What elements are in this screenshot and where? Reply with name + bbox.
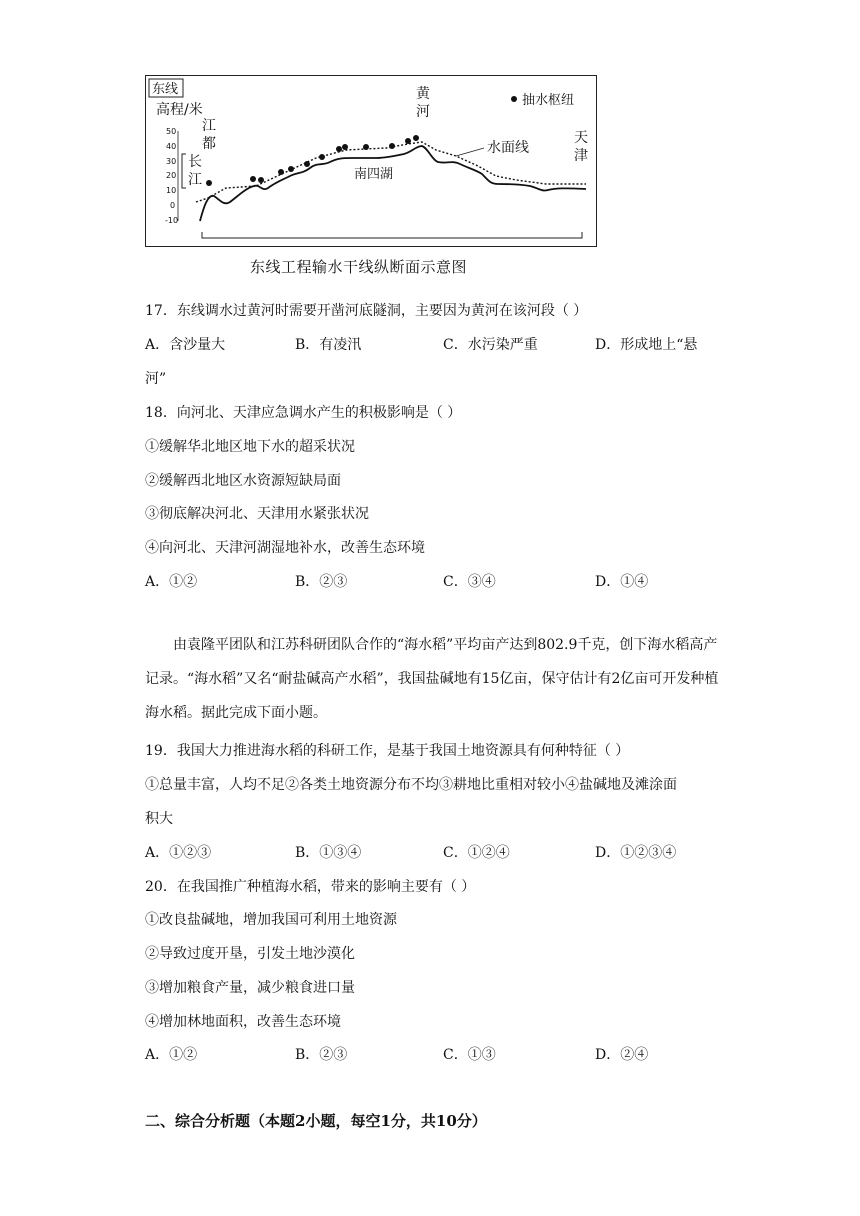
y-tick: 0 xyxy=(170,201,176,210)
label-huanghe-2: 河 xyxy=(416,104,430,120)
label-changjiang-1: 长 xyxy=(188,154,202,170)
q18-option-a[interactable]: A．①② xyxy=(145,574,198,590)
q20-stem: 20．在我国推广种植海水稻，带来的影响主要有（ ） xyxy=(145,879,476,895)
y-tick: 10 xyxy=(166,186,177,195)
q18-stem: 18．向河北、天津应急调水产生的积极影响是（ ） xyxy=(145,405,462,421)
q17-stem: 17．东线调水过黄河时需要开凿河底隧洞，主要因为黄河在该河段（ ） xyxy=(145,303,588,319)
pump-station xyxy=(278,169,284,175)
q17-option-d[interactable]: D．形成地上“悬 xyxy=(595,337,698,353)
q19-option-d[interactable]: D．①②③④ xyxy=(595,845,677,861)
pump-station xyxy=(206,180,212,186)
figure-caption: 东线工程输水干线纵断面示意图 xyxy=(250,258,468,276)
terrain-line xyxy=(200,146,586,221)
q20-option-d[interactable]: D．②④ xyxy=(595,1047,649,1063)
q19-items-line1: ①总量丰富，人均不足②各类土地资源分布不均③耕地比重相对较小④盐碱地及滩涂面 xyxy=(145,777,677,793)
q20-item: ③增加粮食产量，减少粮食进口量 xyxy=(145,980,355,996)
q19-items-line2: 积大 xyxy=(145,811,173,827)
q20-item: ①改良盐碱地，增加我国可利用土地资源 xyxy=(145,912,397,928)
section-title: 二、综合分析题（本题2小题，每空1分，共10分） xyxy=(145,1112,487,1130)
q20-option-c[interactable]: C．①③ xyxy=(443,1047,496,1063)
pump-station xyxy=(288,166,294,172)
pump-station xyxy=(250,176,256,182)
y-tick: 40 xyxy=(166,142,177,151)
q18-item: ③彻底解决河北、天津用水紧张状况 xyxy=(145,506,369,522)
pump-station xyxy=(342,144,348,150)
q18-item: ①缓解华北地区地下水的超采状况 xyxy=(145,439,355,455)
y-tick: -10 xyxy=(165,216,179,225)
pump-station xyxy=(405,138,411,144)
q20-option-b[interactable]: B．②③ xyxy=(295,1047,348,1063)
q20-item: ②导致过度开垦，引发土地沙漠化 xyxy=(145,946,355,962)
label-tianjin-2: 津 xyxy=(574,148,588,164)
label-jiangdu-2: 都 xyxy=(202,136,216,152)
q19-option-c[interactable]: C．①②④ xyxy=(443,845,510,861)
pump-station xyxy=(363,144,369,150)
y-tick: 20 xyxy=(166,171,177,180)
q18-option-c[interactable]: C．③④ xyxy=(443,574,496,590)
pump-station xyxy=(413,135,419,141)
q20-item: ④增加林地面积，改善生态环境 xyxy=(145,1014,341,1030)
label-huanghe-1: 黄 xyxy=(416,86,430,102)
pump-station xyxy=(336,146,342,152)
pump-station xyxy=(258,177,264,183)
q19-stem: 19．我国大力推进海水稻的科研工作，是基于我国土地资源具有何种特征（ ） xyxy=(145,743,630,759)
y-axis xyxy=(165,127,178,225)
q19-option-b[interactable]: B．①③④ xyxy=(295,845,362,861)
label-tianjin-1: 天 xyxy=(574,130,588,146)
q18-item: ②缓解西北地区水资源短缺局面 xyxy=(145,473,341,489)
label-waterline: 水面线 xyxy=(487,140,529,156)
tag-label: 东线 xyxy=(152,82,179,97)
y-tick: 30 xyxy=(166,157,177,166)
q18-item: ④向河北、天津河湖湿地补水，改善生态环境 xyxy=(145,540,425,556)
pump-station xyxy=(389,143,395,149)
pump-station xyxy=(304,161,310,167)
passage: 由袁隆平团队和江苏科研团队合作的“海水稻”平均亩产达到802.9千克，创下海水稻高产记录。“海水稻”又名“耐盐碱高产水稻”，我国盐碱地有15亿亩，保守估计有2亿亩可开发种植海水稻。据此完成下面小题。 xyxy=(145,637,719,721)
profile-figure xyxy=(145,75,597,247)
label-changjiang-2: 江 xyxy=(188,172,202,188)
legend-label: 抽水枢纽 xyxy=(522,93,575,108)
y-tick: 50 xyxy=(166,127,177,136)
q17-option-a[interactable]: A．含沙量大 xyxy=(145,337,226,353)
label-jiangdu-1: 江 xyxy=(202,118,216,134)
q18-option-b[interactable]: B．②③ xyxy=(295,574,348,590)
pump-station xyxy=(319,154,325,160)
q20-option-a[interactable]: A．①② xyxy=(145,1047,198,1063)
q18-option-d[interactable]: D．①④ xyxy=(595,574,649,590)
y-axis-label: 高程/米 xyxy=(156,102,203,118)
q19-option-a[interactable]: A．①②③ xyxy=(145,845,212,861)
label-nansihu: 南四湖 xyxy=(354,167,394,182)
q17-option-c[interactable]: C．水污染严重 xyxy=(443,337,538,353)
legend-dot xyxy=(511,96,517,102)
profile-diagram xyxy=(146,76,598,248)
q17-option-d-cont: 河” xyxy=(145,371,167,387)
q17-option-b[interactable]: B．有凌汛 xyxy=(295,337,362,353)
